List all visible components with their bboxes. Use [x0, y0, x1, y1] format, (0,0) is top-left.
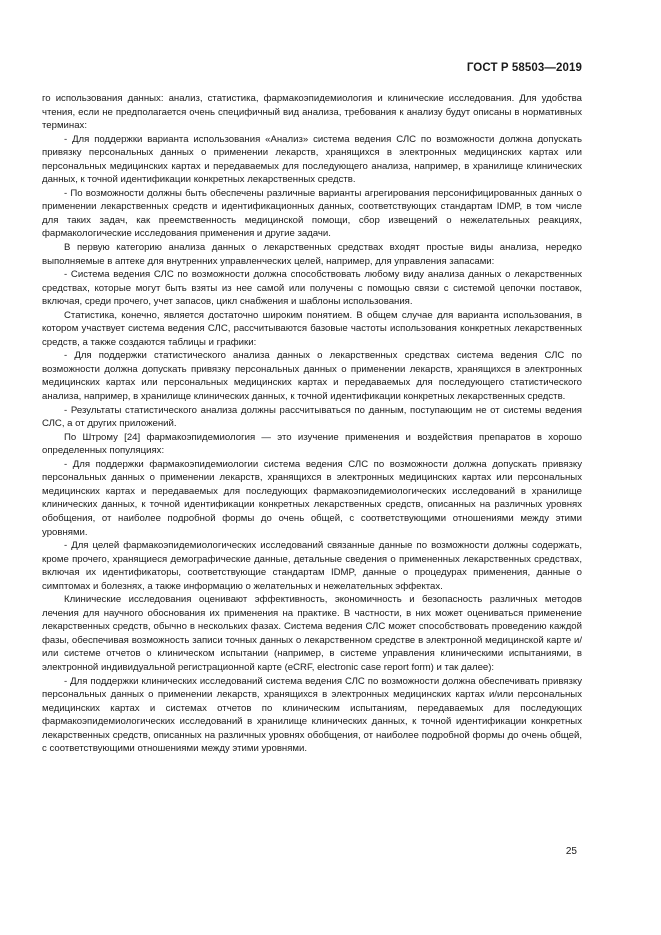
paragraph: - Для поддержки клинических исследований система ведения СЛС по возможности должна обеспечивать привязку персональных данных о применении лекарств, хранящихся в электронных медицинских картах и/или персональных медицинских картах и системах отчетов по клиническим испытаниям, передаваемых для последующих фармакоэпидемиологических исследований в хранилище клинических данных, к точной идентификации конкретных лекарственных средств, описанных на различных уровнях обобщения, от наиболее подробной формы до очень общей, с соответствующими отношениями между этими уровнями. — [42, 675, 582, 755]
paragraph: го использования данных: анализ, статистика, фармакоэпидемиология и клинические исследования. Для удобства чтения, если не предполагается очень специфичный вид анализа, требования к анализу будут описаны в нормативных терминах: — [42, 93, 582, 132]
standard-header: ГОСТ Р 58503—2019 — [466, 62, 582, 74]
paragraph: - Результаты статистического анализа должны рассчитываться по данным, поступающим не от системы ведения СЛС, а от других приложений. — [42, 404, 582, 430]
page-number: 25 — [565, 846, 577, 857]
body-text — [42, 92, 582, 756]
paragraph: - Для целей фармакоэпидемиологических исследований связанные данные по возможности должны содержать, кроме прочего, хранящиеся демографические данные, детальные сведения о примененных лекарственных средствах, включая их идентификаторы, соответствующие стандартам IDMP, данные о процедурах применения, данные о симптомах и болезнях, а также информацию о желательных и нежелательных эффектах. — [42, 540, 582, 592]
paragraph: В первую категорию анализа данных о лекарственных средствах входят простые виды анализа, нередко выполняемые в аптеке для внутренних управленческих целей, например, для управления запасами: — [42, 242, 582, 267]
paragraph: - Система ведения СЛС по возможности должна способствовать любому виду анализа данных о лекарственных средствах, которые могут быть взяты из нее самой или получены с помощью связи с системой цепочки поставок, включая, среди прочего, учет запасов, цикл снабжения и шаблоны использования. — [42, 269, 582, 308]
paragraph: Клинические исследования оценивают эффективность, экономичность и безопасность различных методов лечения для научного обоснования их применения на практике. В частности, в них может оцениваться применение лекарственных средств, обычно в нескольких фазах. Система ведения СЛС может способствовать проведению каждой фазы, обеспечивая возможность записи точных данных о лекарственном средстве в электронной медицинской карте и/или системе отчетов о клиническом испытании (например, в системе управления клиническими испытаниями, в электронной индивидуальной регистрационной карте (eCRF, electronic case report form) и так далее): — [42, 594, 582, 673]
paragraph: По Штрому [24] фармакоэпидемиология — это изучение применения и воздействия препаратов в хорошо определенных популяциях: — [42, 431, 582, 457]
paragraph: - По возможности должны быть обеспечены различные варианты агрегирования персонифицированных данных о применении лекарственных средств и идентификационных данных, соответствующих стандартам IDMP, в том числе для таких задач, как преемственность медицинской помощи, сбор извещений о нежелательных реакциях, фармакологические исследования применения и другие задачи. — [42, 187, 582, 240]
paragraph: Статистика, конечно, является достаточно широким понятием. В общем случае для варианта использования, в котором участвует система ведения СЛС, рассчитываются базовые частоты использования конкретных лекарственных средств, а также создаются таблицы и графики: — [42, 309, 582, 348]
paragraph: - Для поддержки фармакоэпидемиологии система ведения СЛС по возможности должна допускать привязку персональных данных о применении лекарств, хранящихся в электронных медицинских картах или персональных медицинских картах и передаваемых для последующих фармакоэпидемиологических исследований в хранилище клинических данных, к точной идентификации конкретных лекарственных средств, описанных на различных уровнях обобщения, от наиболее подробной формы до очень общей, с соответствующими отношениями между этими уровнями. — [42, 458, 582, 538]
paragraph: - Для поддержки варианта использования «Анализ» система ведения СЛС по возможности должна допускать привязку персональных данных о применении лекарств, хранящихся в электронных медицинских картах или персональных медицинских картах и передаваемых для последующего анализа, например, в хранилище клинических данных, к точной идентификации конкретных лекарственных средств. — [42, 133, 582, 186]
paragraph: - Для поддержки статистического анализа данных о лекарственных средствах система ведения СЛС по возможности должна допускать привязку персональных данных о применении лекарств, хранящихся в электронных медицинских картах или персональных медицинских картах и передаваемых для последующего статистического анализа, например, в хранилище клинических данных, к точной идентификации конкретных лекарственных средств. — [42, 350, 582, 403]
